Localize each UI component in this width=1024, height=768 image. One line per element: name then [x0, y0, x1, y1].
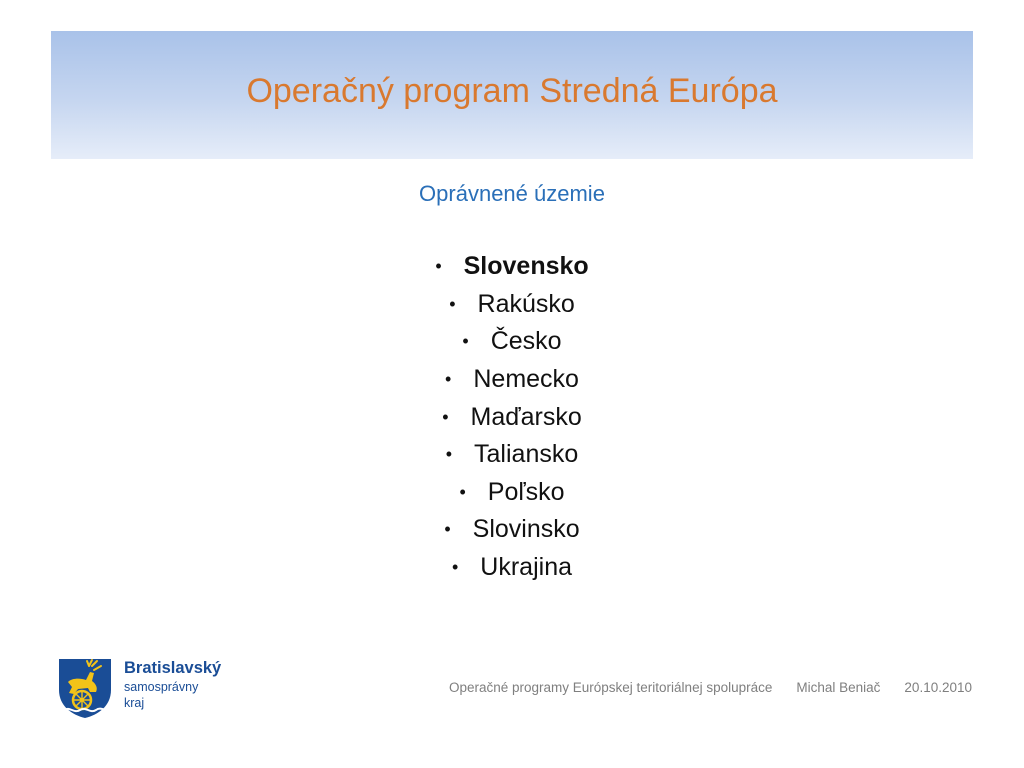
list-item	[0, 323, 1024, 361]
bullet: •	[445, 369, 452, 390]
bullet: •	[444, 519, 451, 540]
country-list	[0, 248, 1024, 586]
list-item-label: Slovensko	[463, 252, 589, 281]
list-item-label: Poľsko	[487, 477, 565, 506]
bullet: •	[449, 293, 456, 314]
list-item	[0, 361, 1024, 399]
list-item-label: Slovinsko	[472, 515, 580, 544]
bullet: •	[435, 256, 442, 277]
list-item	[0, 248, 1024, 286]
list-item	[0, 511, 1024, 549]
list-item	[0, 474, 1024, 512]
logo-line-2: kraj	[124, 696, 145, 710]
list-item-label: Ukrajina	[480, 553, 572, 582]
list-item	[0, 549, 1024, 587]
list-item-label: Rakúsko	[477, 289, 575, 318]
bullet: •	[451, 557, 459, 578]
list-item-label: Česko	[490, 327, 562, 356]
slide-title: Operačný program Stredná Európa	[246, 72, 778, 110]
footer	[449, 680, 972, 695]
region-logo	[56, 656, 246, 720]
slide-subtitle: Oprávnené územie	[419, 181, 605, 206]
logo-line-1: samosprávny	[124, 680, 199, 694]
bullet: •	[459, 481, 466, 502]
list-item-label: Maďarsko	[470, 402, 582, 431]
list-item	[0, 436, 1024, 474]
deer-wheel-shield-icon	[56, 656, 114, 720]
footer-program: Operačné programy Európskej teritoriálnej spolupráce	[448, 680, 773, 695]
list-item	[0, 398, 1024, 436]
list-item-label: Nemecko	[473, 365, 579, 394]
bullet: •	[442, 406, 449, 427]
bullet: •	[462, 331, 469, 352]
bullet: •	[445, 444, 453, 465]
list-item	[0, 286, 1024, 324]
logo-name: Bratislavský	[124, 659, 222, 677]
list-item-label: Taliansko	[474, 440, 579, 469]
footer-date: 20.10.2010	[904, 680, 972, 695]
footer-author: Michal Beniač	[796, 680, 881, 695]
